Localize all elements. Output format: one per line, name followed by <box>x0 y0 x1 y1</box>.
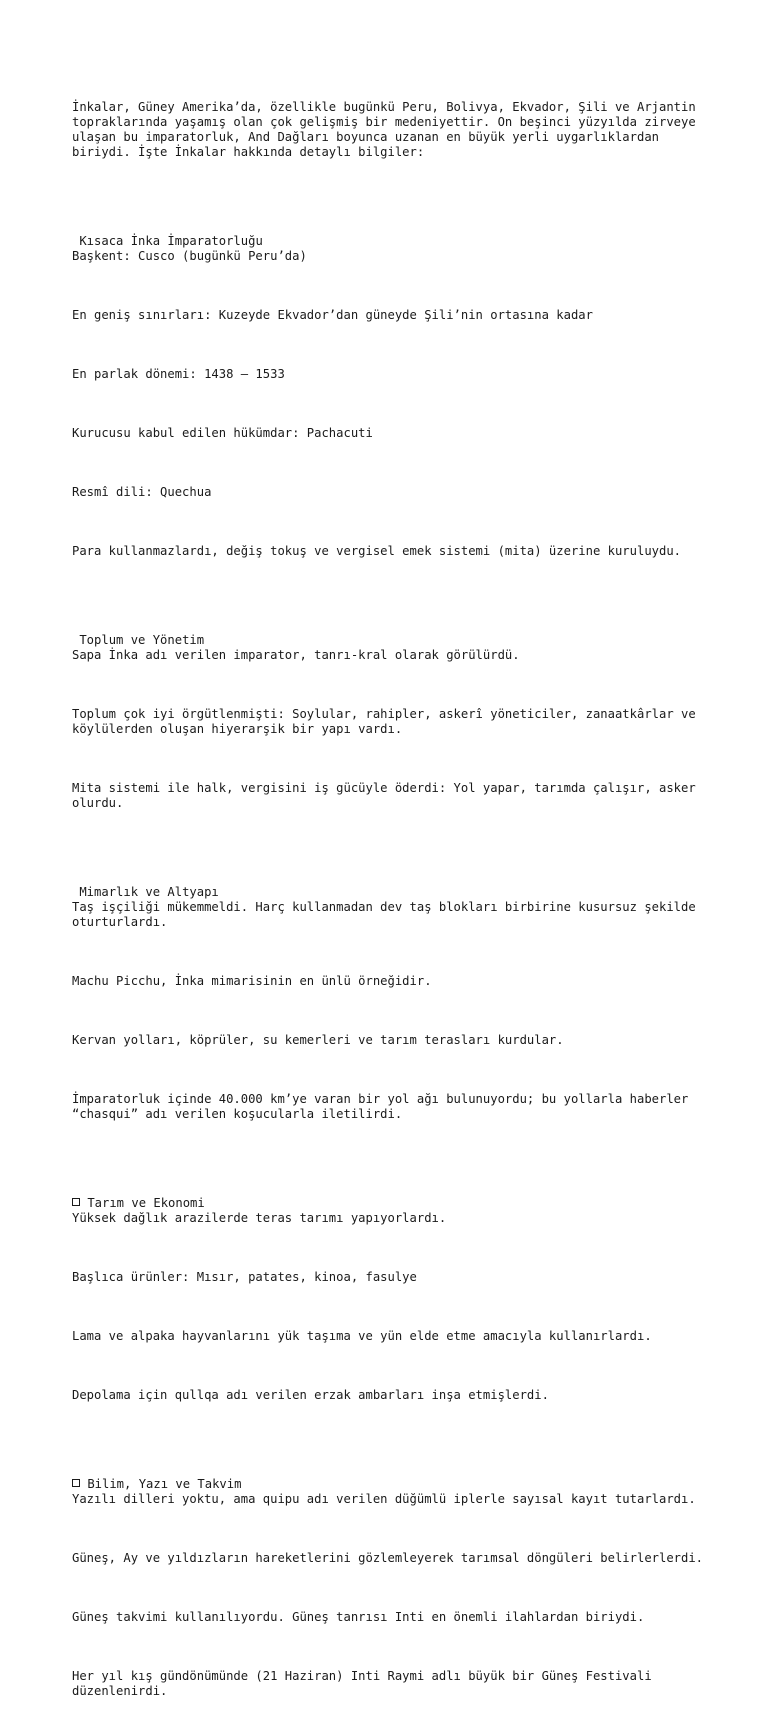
section-toplum-ve-yonetim <box>72 633 712 663</box>
paragraph: Toplum çok iyi örgütlenmişti: Soylular, rahipler, askerî yöneticiler, zanaatkârlar ve köylülerden oluşan hiyerarşik bir yapı vardı. <box>72 707 704 736</box>
paragraph: Kervan yolları, köprüler, su kemerleri ve tarım terasları kurdular. <box>72 1033 564 1047</box>
section-heading: Mimarlık ve Altyapı <box>72 885 219 899</box>
paragraph: Güneş takvimi kullanılıyordu. Güneş tanrısı Inti en önemli ilahlardan biriydi. <box>72 1610 645 1624</box>
section-heading: Kısaca İnka İmparatorluğu <box>72 234 263 248</box>
paragraph: En parlak dönemi: 1438 – 1533 <box>72 367 285 381</box>
section-first-line: Sapa İnka adı verilen imparator, tanrı-kral olarak görülürdü. <box>72 648 520 662</box>
paragraph: En geniş sınırları: Kuzeyde Ekvador’dan güneyde Şili’nin ortasına kadar <box>72 308 593 322</box>
paragraph: Güneş, Ay ve yıldızların hareketlerini gözlemleyerek tarımsal döngüleri belirlerlerdi. <box>72 1551 704 1565</box>
section-first-line: Yazılı dilleri yoktu, ama quipu adı verilen düğümlü iplerle sayısal kayıt tutarlardı. <box>72 1492 696 1506</box>
section-first-line: Yüksek dağlık arazilerde teras tarımı yapıyorlardı. <box>72 1211 447 1225</box>
paragraph: Resmî dili: Quechua <box>72 485 212 499</box>
document-page <box>72 70 712 1728</box>
section-heading <box>72 1196 712 1211</box>
paragraph: Machu Picchu, İnka mimarisinin en ünlü örneğidir. <box>72 974 432 988</box>
section-first-line: Taş işçiliği mükemmeldi. Harç kullanmadan dev taş blokları birbirine kusursuz şekilde oturturlardı. <box>72 900 704 929</box>
section-heading-text: Tarım ve Ekonomi <box>80 1196 205 1210</box>
section-first-line: Başkent: Cusco (bugünkü Peru’da) <box>72 249 307 263</box>
box-icon <box>72 1198 80 1206</box>
section-bilim-yazi-takvim <box>72 1477 712 1507</box>
section-heading: Toplum ve Yönetim <box>72 633 205 647</box>
intro-paragraph: İnkalar, Güney Amerika’da, özellikle bugünkü Peru, Bolivya, Ekvador, Şili ve Arjantin topraklarında yaşamış olan çok gelişmiş bir medeniyettir. On beşinci yüzyılda zirveye ulaşan bu imparatorluk, And Dağları boyunca uzanan en büyük yerli uygarlıklardan biriydi. İşte İnkalar hakkında detaylı bilgiler: <box>72 100 704 159</box>
section-heading <box>72 1477 712 1492</box>
paragraph: İmparatorluk içinde 40.000 km’ye varan bir yol ağı bulunuyordu; bu yollarla haberler “chasqui” adı verilen koşucularla iletilirdi. <box>72 1092 696 1121</box>
paragraph: Mita sistemi ile halk, vergisini iş gücüyle öderdi: Yol yapar, tarımda çalışır, asker olurdu. <box>72 781 704 810</box>
section-inka-imparatorlugu <box>72 234 712 264</box>
section-heading-text: Bilim, Yazı ve Takvim <box>80 1477 242 1491</box>
section-mimarlik-ve-altyapi <box>72 885 712 930</box>
paragraph: Lama ve alpaka hayvanlarını yük taşıma ve yün elde etme amacıyla kullanırlardı. <box>72 1329 652 1343</box>
paragraph: Başlıca ürünler: Mısır, patates, kinoa, fasulye <box>72 1270 417 1284</box>
paragraph: Depolama için qullqa adı verilen erzak ambarları inşa etmişlerdi. <box>72 1388 549 1402</box>
section-tarim-ve-ekonomi <box>72 1196 712 1226</box>
paragraph: Para kullanmazlardı, değiş tokuş ve vergisel emek sistemi (mita) üzerine kuruluydu. <box>72 544 682 558</box>
paragraph: Kurucusu kabul edilen hükümdar: Pachacuti <box>72 426 373 440</box>
box-icon <box>72 1479 80 1487</box>
paragraph: Her yıl kış gündönümünde (21 Haziran) Inti Raymi adlı büyük bir Güneş Festivali düzenlenirdi. <box>72 1669 660 1698</box>
